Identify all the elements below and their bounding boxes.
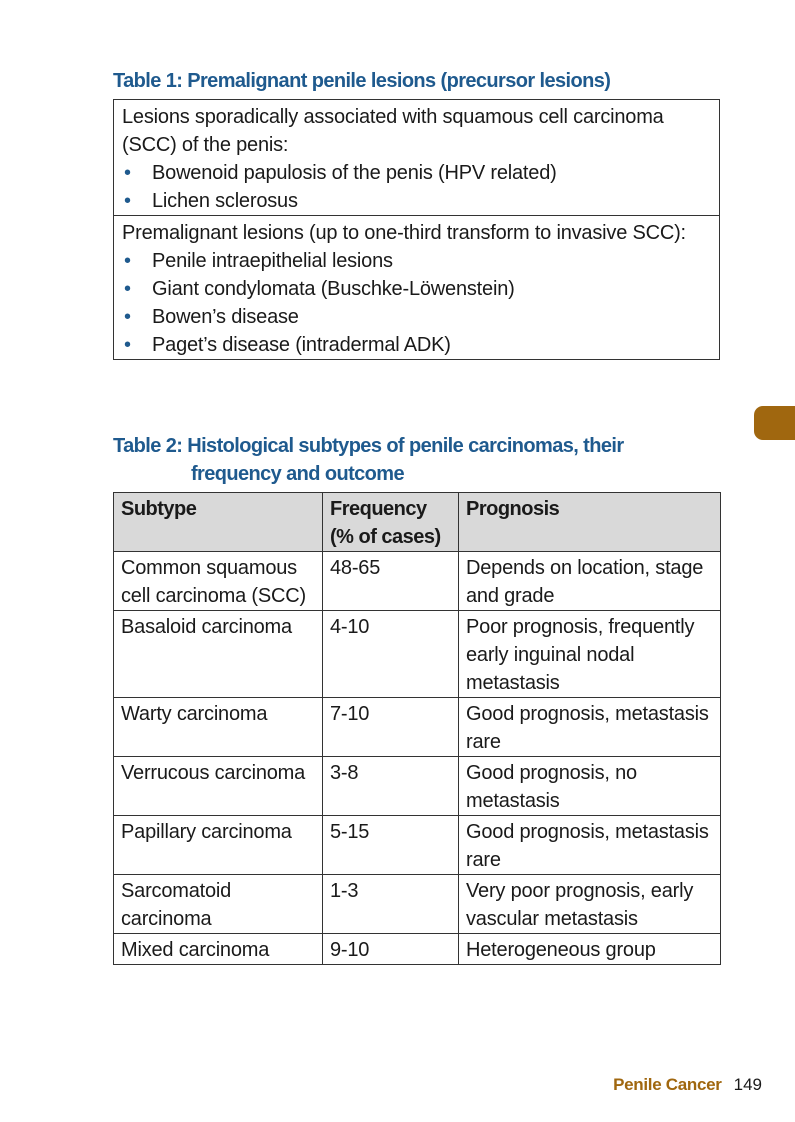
frequency-cell: 5-15 <box>323 816 459 875</box>
frequency-cell: 48-65 <box>323 552 459 611</box>
table2-title <box>113 432 624 488</box>
table-row <box>114 100 720 216</box>
frequency-cell: 3-8 <box>323 757 459 816</box>
table2-title-line1: Table 2: Histological subtypes of penile carcinomas, their <box>113 435 624 457</box>
prognosis-cell: Good prognosis, metastasis rare <box>459 698 721 757</box>
bullet-list <box>122 159 711 215</box>
histological-subtypes-table <box>113 492 721 965</box>
table-row <box>114 934 721 965</box>
list-item: • Bowen’s disease <box>122 303 711 331</box>
table-row <box>114 552 721 611</box>
table-row <box>114 216 720 360</box>
table-row <box>114 875 721 934</box>
table2-title-line2: frequency and outcome <box>191 463 404 485</box>
subtype-cell: Verrucous carcinoma <box>114 757 323 816</box>
subtype-cell: Mixed carcinoma <box>114 934 323 965</box>
bullet-list <box>122 247 711 359</box>
list-item: • Penile intraepithelial lesions <box>122 247 711 275</box>
table-row <box>114 611 721 698</box>
table-header-row <box>114 493 721 552</box>
group-intro: Premalignant lesions (up to one-third transform to invasive SCC): <box>122 222 686 244</box>
table-cell <box>114 216 720 360</box>
table-row <box>114 757 721 816</box>
page-footer <box>613 1074 762 1096</box>
frequency-cell: 9-10 <box>323 934 459 965</box>
subtype-cell: Warty carcinoma <box>114 698 323 757</box>
prognosis-cell: Very poor prognosis, early vascular metastasis <box>459 875 721 934</box>
subtype-cell: Sarcomatoid carcinoma <box>114 875 323 934</box>
page-number: 149 <box>733 1075 762 1094</box>
group-intro: Lesions sporadically associated with squamous cell carcinoma (SCC) of the penis: <box>122 106 664 156</box>
frequency-cell: 4-10 <box>323 611 459 698</box>
list-item: • Giant condylomata (Buschke-Löwenstein) <box>122 275 711 303</box>
table-cell <box>114 100 720 216</box>
prognosis-cell: Poor prognosis, frequently early inguinal nodal metastasis <box>459 611 721 698</box>
table1-title: Table 1: Premalignant penile lesions (precursor lesions) <box>113 70 611 92</box>
subtype-cell: Common squamous cell carcinoma (SCC) <box>114 552 323 611</box>
frequency-cell: 1-3 <box>323 875 459 934</box>
column-header-subtype: Subtype <box>114 493 323 552</box>
premalignant-lesions-table <box>113 99 720 360</box>
subtype-cell: Basaloid carcinoma <box>114 611 323 698</box>
list-item: • Lichen sclerosus <box>122 187 711 215</box>
prognosis-cell: Depends on location, stage and grade <box>459 552 721 611</box>
column-header-prognosis: Prognosis <box>459 493 721 552</box>
frequency-cell: 7-10 <box>323 698 459 757</box>
prognosis-cell: Good prognosis, metastasis rare <box>459 816 721 875</box>
table-row <box>114 816 721 875</box>
footer-section-title: Penile Cancer <box>613 1075 722 1094</box>
list-item: • Paget’s disease (intradermal ADK) <box>122 331 711 359</box>
chapter-tab-marker <box>754 406 795 440</box>
column-header-frequency: Frequency (% of cases) <box>323 493 459 552</box>
prognosis-cell: Good prognosis, no metastasis <box>459 757 721 816</box>
prognosis-cell: Heterogeneous group <box>459 934 721 965</box>
table-row <box>114 698 721 757</box>
subtype-cell: Papillary carcinoma <box>114 816 323 875</box>
list-item: • Bowenoid papulosis of the penis (HPV related) <box>122 159 711 187</box>
